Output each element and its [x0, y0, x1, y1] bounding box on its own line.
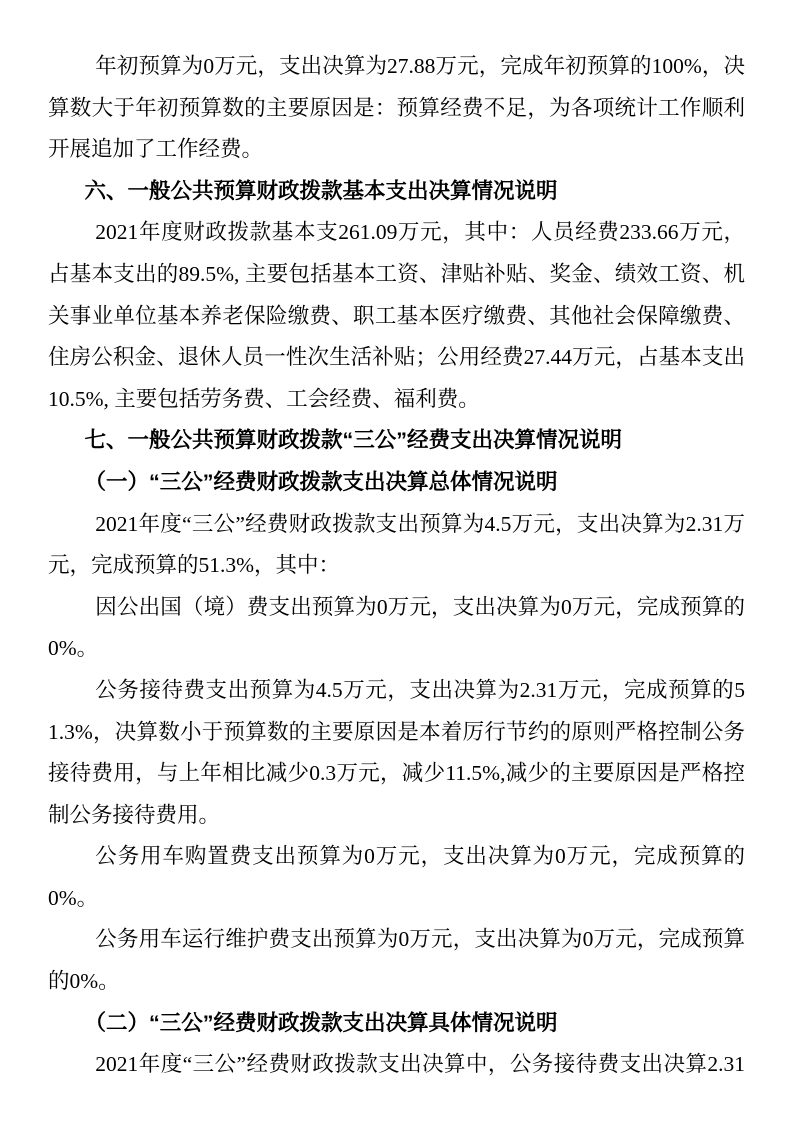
para-three-public-detail-continued: 2021年度“三公”经费财政拨款支出决算中，公务接待费支出决算2.31: [95, 1052, 745, 1077]
para-three-public-total: 2021年度“三公”经费财政拨款支出预算为4.5万元，支出决算为2.31万元，完成预算的51.3%，其中：: [48, 511, 745, 578]
heading-section-7-three-public-funds: 七、一般公共预算财政拨款“三公”经费支出决算情况说明: [84, 428, 623, 453]
heading-section-6-basic-expenditure: 六、一般公共预算财政拨款基本支出决算情况说明: [84, 178, 558, 203]
para-vehicle-purchase-expense: 公务用车购置费支出预算为0万元，支出决算为0万元，完成预算的0%。: [48, 844, 745, 910]
para-official-reception-expense: 公务接待费支出预算为4.5万元，支出决算为2.31万元，完成预算的51.3%，决算数小于预算数的主要原因是本着厉行节约的原则严格控制公务接待费用，与上年相比减少0.3万元，减少11.5%,减少的主要原因是严格控制公务接待费用。: [48, 677, 745, 827]
para-overseas-trips-expense: 因公出国（境）费支出预算为0万元，支出决算为0万元，完成预算的0%。: [48, 594, 745, 661]
para-vehicle-operation-expense: 公务用车运行维护费支出预算为0万元，支出决算为0万元，完成预算的0%。: [48, 927, 745, 994]
para-basic-expenditure-detail: 2021年度财政拨款基本支261.09万元，其中：人员经费233.66万元，占基本支出的89.5%, 主要包括基本工资、津贴补贴、奖金、绩效工资、机关事业单位基本养老保险缴费、职工基本医疗缴费、其他社会保障缴费、住房公积金、退休人员一性次生活补贴；公用经费27.44万元，占基本支出10.5%, 主要包括劳务费、工会经费、福利费。: [48, 220, 745, 411]
heading-sub-1-overall-situation: （一）“三公”经费财政拨款支出决算总体情况说明: [84, 469, 558, 494]
heading-sub-2-specific-situation: （二）“三公”经费财政拨款支出决算具体情况说明: [84, 1010, 558, 1035]
para-initial-budget-note: 年初预算为0万元，支出决算为27.88万元，完成年初预算的100%，决算数大于年初预算数的主要原因是：预算经费不足，为各项统计工作顺利开展追加了工作经费。: [48, 54, 745, 162]
